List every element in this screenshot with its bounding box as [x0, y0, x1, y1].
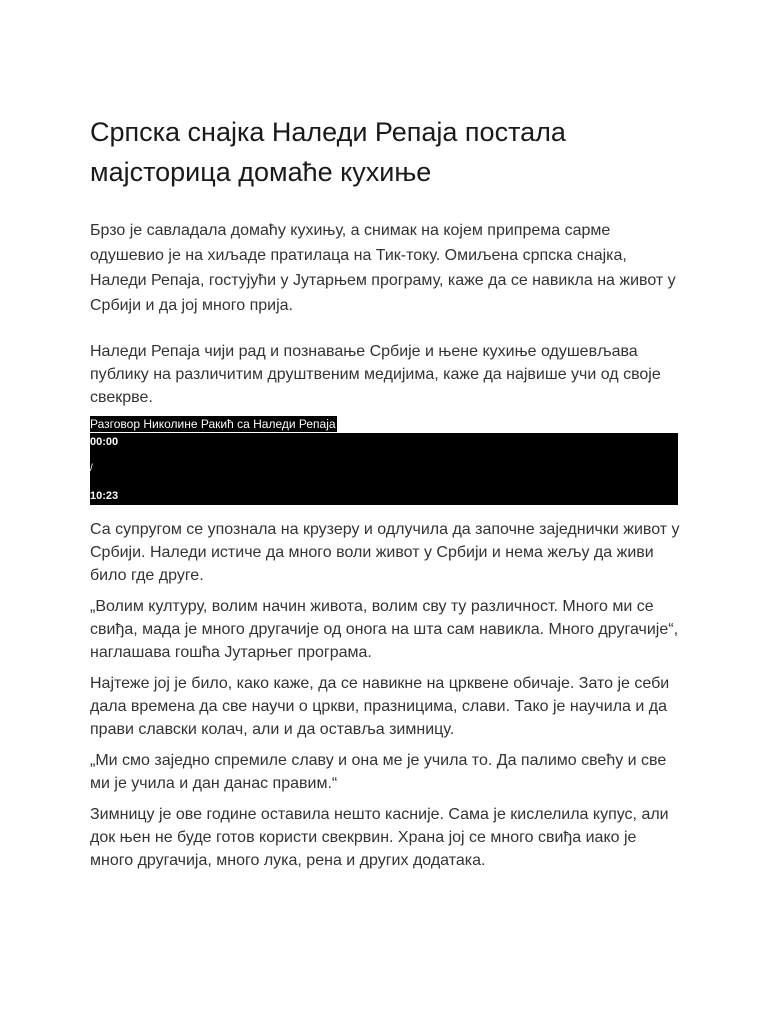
paragraph-6: Зимницу је ове године оставила нешто касније. Сама је кислелила купус, али док њен не буде готов користи свекрвин. Храна јој се много свиђа иако је много другачија, много лука, рена и других додатака. — [90, 806, 669, 869]
article — [90, 112, 680, 872]
video-current-time: 00:00 — [90, 436, 119, 448]
video-screen[interactable] — [90, 433, 678, 505]
article-lead: Брзо је савладала домаћу кухињу, а снимак на којем припрема сарме одушевио је на хиљаде пратилаца на Тик-току. Омиљена српска снајка, Наледи Репаја, гостујући у Јутарњем програму, каже да се навикла на живот у Србији и да јој много прија. — [90, 222, 676, 314]
paragraph-2: Са супругом се упознала на крузеру и одлучила да започне заједнички живот у Србији. Наледи истиче да много воли живот у Србији и нема жељу да живи било где друге. — [90, 521, 680, 584]
paragraph-4: Најтеже јој је било, како каже, да се навикне на црквене обичаје. Зато је себи дала времена да све научи о цркви, празницима, слави. Тако је научила и да прави славски колач, али и да оставља зимницу. — [90, 675, 670, 738]
paragraph-5: „Ми смо заједно спремиле славу и она ме је учила то. Да палимо свећу и све ми је учила и дан данас правим.“ — [90, 752, 667, 792]
paragraph-3: „Волим културу, волим начин живота, волим сву ту различност. Много ми се свиђа, мада је много другачије од онога на шта сам навикла. Много другачије“, наглашава гошћа Јутарњег програма. — [90, 598, 679, 661]
paragraph-1: Наледи Репаја чији рад и познавање Србије и њене кухиње одушевљава публику на различитим друштвеним медијима, каже да највише учи од своје свекрве. — [90, 343, 661, 406]
video-player[interactable] — [90, 415, 678, 505]
video-total-time: 10:23 — [90, 490, 119, 502]
article-title: Српска снајка Наледи Репаја постала мајсторица домаће кухиње — [90, 117, 566, 187]
video-progress-slider[interactable]: / — [90, 463, 93, 474]
video-caption: Разговор Николине Ракић са Наледи Репаја — [90, 417, 336, 431]
